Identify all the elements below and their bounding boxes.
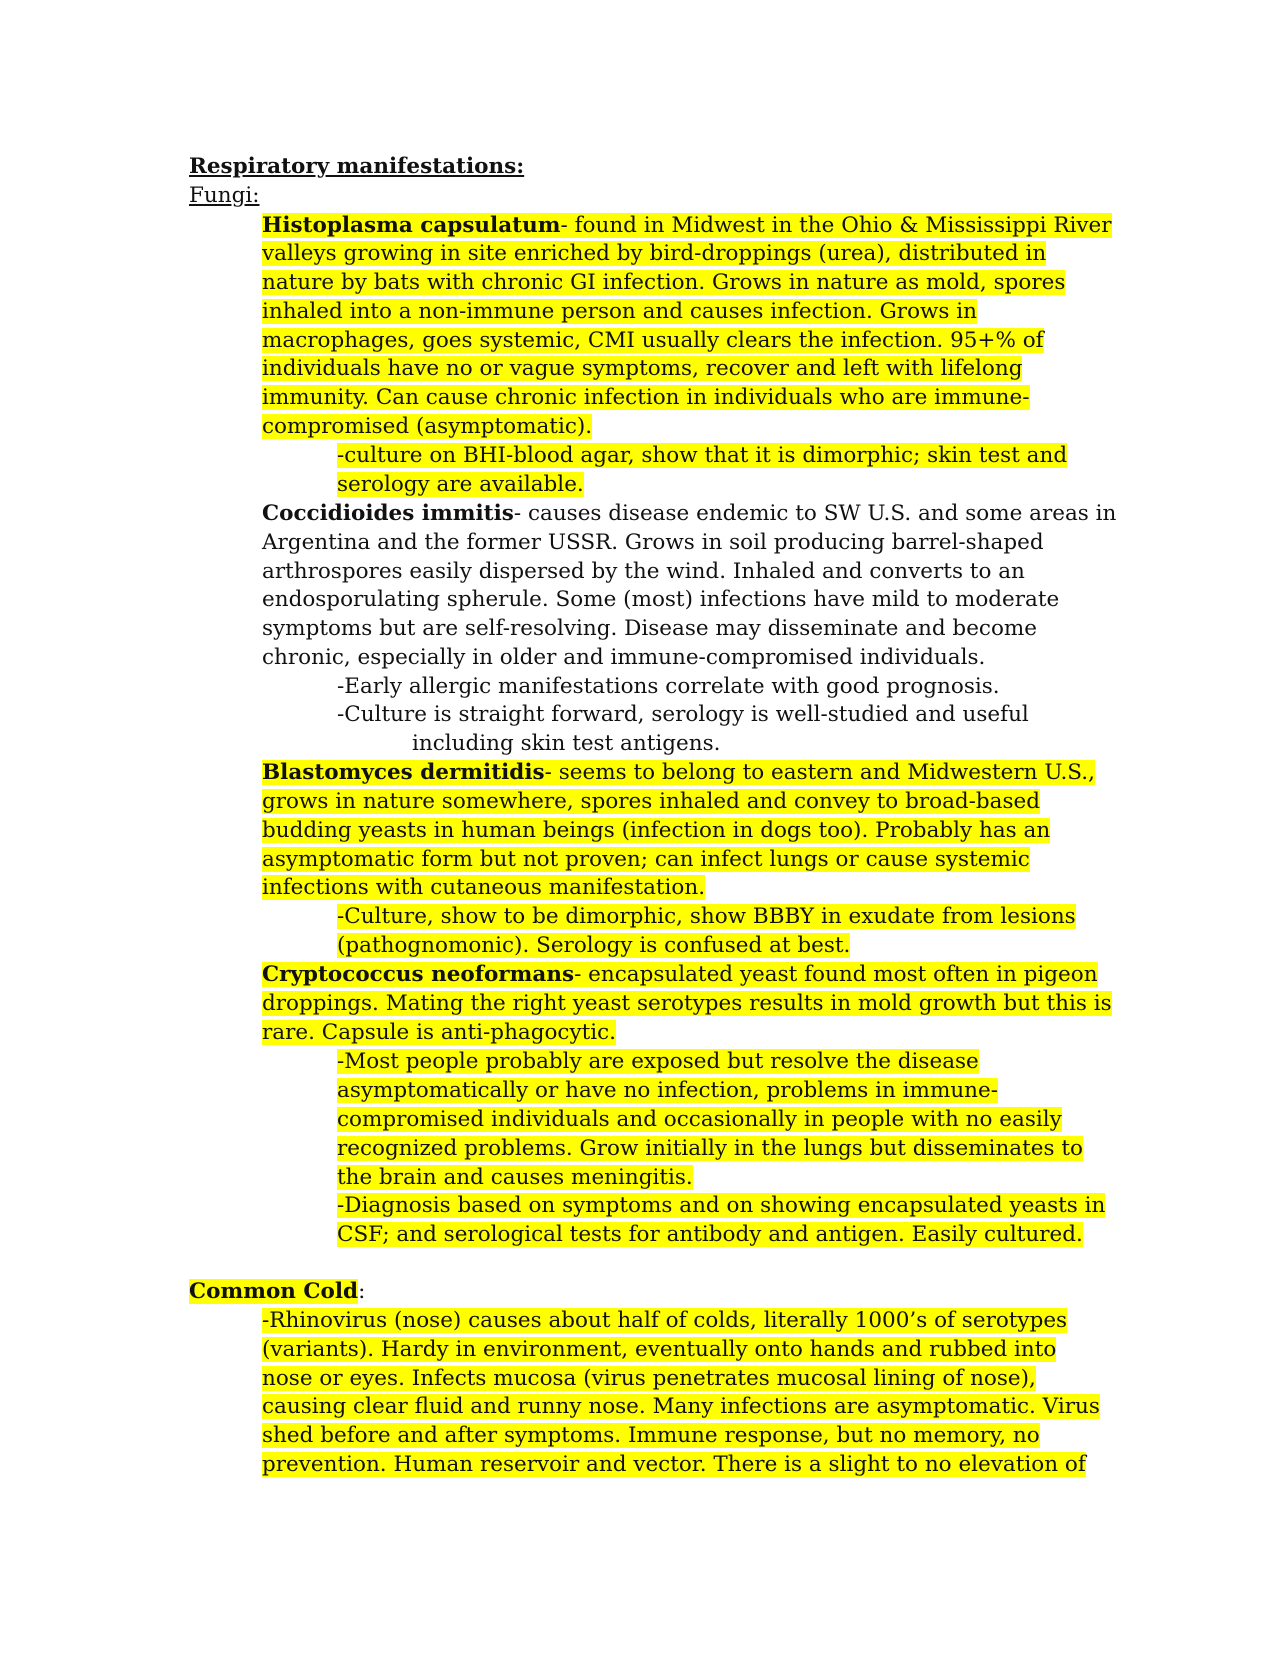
text-line: [262, 816, 1050, 845]
text-segment: droppings. Mating the right yeast serotypes results in mold growth but this is: [262, 991, 1112, 1016]
text-segment: inhaled into a non-immune person and causes infection. Grows in: [262, 299, 978, 324]
text-segment: endosporulating spherule. Some (most) infections have mild to moderate: [262, 587, 1060, 612]
text-line: [337, 672, 1000, 701]
text-segment: infections with cutaneous manifestation.: [262, 875, 706, 900]
text-line: [262, 297, 977, 326]
organism-name: Blastomyces dermitidis: [262, 760, 545, 785]
text-segment: asymptomatic form but not proven; can infect lungs or cause systemic: [262, 847, 1030, 872]
text-line: [337, 931, 850, 960]
text-line: [337, 1105, 1062, 1134]
text-line: [262, 383, 1030, 412]
text-line: [262, 499, 1116, 528]
organism-name: Coccidioides immitis: [262, 501, 514, 526]
text-segment: nature by bats with chronic GI infection. Grows in nature as mold, spores: [262, 270, 1066, 295]
text-line: [337, 1047, 979, 1076]
text-segment: compromised (asymptomatic).: [262, 414, 593, 439]
text-line: [262, 1306, 1067, 1335]
text-line: [337, 1220, 1083, 1249]
text-line: [262, 1335, 1056, 1364]
text-segment: Argentina and the former USSR. Grows in soil producing barrel-shaped: [262, 530, 1044, 555]
text-segment: (pathognomonic). Serology is confused at best.: [337, 933, 851, 958]
text-line: [337, 441, 1067, 470]
text-line: [262, 960, 1098, 989]
text-segment: compromised individuals and occasionally in people with no easily: [337, 1107, 1062, 1132]
text-segment: causing clear fluid and runny nose. Many infections are asymptomatic. Virus: [262, 1394, 1100, 1419]
text-line: [262, 989, 1112, 1018]
text-segment: -Diagnosis based on symptoms and on showing encapsulated yeasts in: [337, 1193, 1106, 1218]
text-segment: grows in nature somewhere, spores inhaled and convey to broad-based: [262, 789, 1041, 814]
text-segment: -Culture is straight forward, serology is well-studied and useful: [337, 702, 1029, 727]
text-line: [262, 528, 1044, 557]
text-segment: recognized problems. Grow initially in the lungs but disseminates to: [337, 1136, 1083, 1161]
text-segment: rare. Capsule is anti-phagocytic.: [262, 1020, 617, 1045]
text-segment: -Early allergic manifestations correlate with good prognosis.: [337, 674, 1000, 699]
text-line: [337, 1134, 1083, 1163]
text-segment: including skin test antigens.: [412, 731, 721, 756]
subsection-heading: Fungi:: [189, 183, 260, 208]
text-segment: budding yeasts in human beings (infection in dogs too). Probably has an: [262, 818, 1051, 843]
text-segment: (variants). Hardy in environment, eventually onto hands and rubbed into: [262, 1337, 1057, 1362]
text-segment: asymptomatically or have no infection, problems in immune-: [337, 1078, 999, 1103]
text-segment: - encapsulated yeast found most often in pigeon: [574, 962, 1098, 987]
organism-name: Histoplasma capsulatum: [262, 213, 561, 238]
text-line: [262, 643, 985, 672]
text-line: [337, 1076, 998, 1105]
text-segment: arthrospores easily dispersed by the wind. Inhaled and converts to an: [262, 559, 1025, 584]
text-segment: - causes disease endemic to SW U.S. and some areas in: [513, 501, 1117, 526]
section-heading: Respiratory manifestations:: [189, 154, 525, 179]
text-line: [262, 326, 1044, 355]
text-line: [189, 1277, 365, 1306]
text-line: [262, 1450, 1086, 1479]
text-segment: immunity. Can cause chronic infection in individuals who are immune-: [262, 385, 1030, 410]
text-segment: valleys growing in site enriched by bird-droppings (urea), distributed in: [262, 241, 1047, 266]
text-line: [262, 614, 1037, 643]
text-segment: symptoms but are self-resolving. Disease may disseminate and become: [262, 616, 1038, 641]
text-line: [262, 557, 1025, 586]
text-segment: -Rhinovirus (nose) causes about half of colds, literally 1000’s of serotypes: [262, 1308, 1068, 1333]
text-line: [262, 268, 1065, 297]
text-segment: chronic, especially in older and immune-compromised individuals.: [262, 645, 986, 670]
text-segment: CSF; and serological tests for antibody and antigen. Easily cultured.: [337, 1222, 1083, 1247]
text-line: [262, 211, 1112, 240]
text-segment: -culture on BHI-blood agar, show that it is dimorphic; skin test and: [337, 443, 1068, 468]
text-line: [337, 470, 584, 499]
text-line: [337, 902, 1076, 931]
text-segment: shed before and after symptoms. Immune response, but no memory, no: [262, 1423, 1040, 1448]
text-line: [262, 1018, 616, 1047]
text-segment: -Most people probably are exposed but resolve the disease: [337, 1049, 979, 1074]
text-segment: nose or eyes. Infects mucosa (virus penetrates mucosal lining of nose),: [262, 1366, 1036, 1391]
text-line: [337, 1163, 693, 1192]
text-line: [262, 758, 1095, 787]
text-line: [262, 1392, 1100, 1421]
text-line: [262, 873, 705, 902]
organism-name: Common Cold: [189, 1279, 359, 1304]
text-line: [262, 412, 592, 441]
text-line: [262, 1364, 1036, 1393]
text-line: [262, 845, 1030, 874]
text-segment: :: [358, 1279, 366, 1304]
text-line: [337, 1191, 1105, 1220]
text-segment: macrophages, goes systemic, CMI usually clears the infection. 95+% of: [262, 328, 1044, 353]
organism-name: Cryptococcus neoformans: [262, 962, 575, 987]
text-segment: -Culture, show to be dimorphic, show BBBY in exudate from lesions: [337, 904, 1076, 929]
text-line: [262, 585, 1059, 614]
text-line: [262, 354, 1022, 383]
text-line: [262, 787, 1040, 816]
text-segment: serology are available.: [337, 472, 584, 497]
text-segment: the brain and causes meningitis.: [337, 1165, 693, 1190]
text-segment: individuals have no or vague symptoms, recover and left with lifelong: [262, 356, 1023, 381]
text-line: [262, 239, 1046, 268]
text-line: [262, 1421, 1040, 1450]
text-segment: - seems to belong to eastern and Midwestern U.S.,: [544, 760, 1095, 785]
text-segment: prevention. Human reservoir and vector. There is a slight to no elevation of: [262, 1452, 1086, 1477]
text-line: [337, 700, 1029, 729]
text-segment: - found in Midwest in the Ohio & Mississippi River: [560, 213, 1112, 238]
text-line: [412, 729, 720, 758]
